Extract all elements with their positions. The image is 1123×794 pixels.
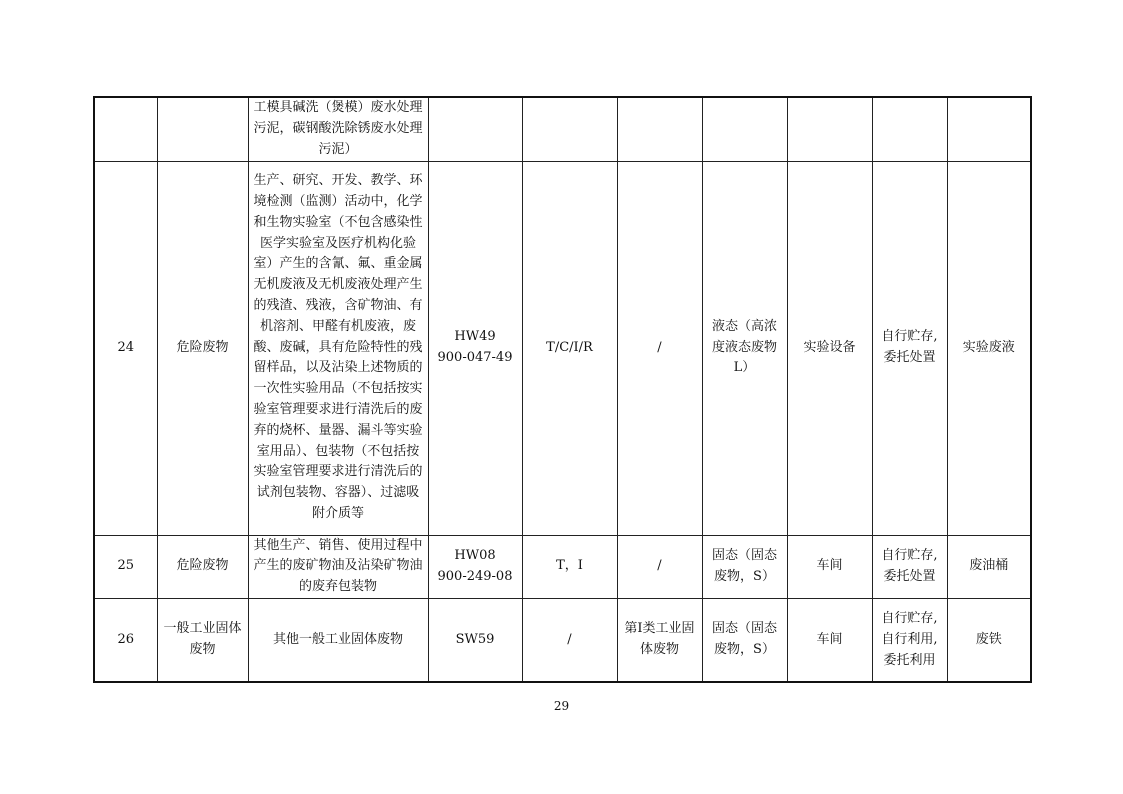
waste-source: 其他生产、销售、使用过程中产生的废矿物油及沾染矿物油的废弃包装物 <box>248 535 428 598</box>
waste-class: / <box>617 161 702 535</box>
waste-category <box>157 97 248 161</box>
waste-code <box>428 535 522 598</box>
waste-code-line1: HW49 <box>454 329 496 345</box>
page-number: 29 <box>553 699 570 713</box>
row-number: 26 <box>94 598 157 682</box>
waste-code: SW59 <box>428 598 522 682</box>
waste-source: 其他一般工业固体废物 <box>248 598 428 682</box>
disposal-method <box>872 97 947 161</box>
waste-code-line2: 900-047-49 <box>437 350 513 365</box>
waste-class: / <box>617 535 702 598</box>
waste-code <box>428 97 522 161</box>
generation-location: 实验设备 <box>787 161 872 535</box>
physical-form: 液态（高浓度液态废物L） <box>702 161 787 535</box>
generation-location: 车间 <box>787 535 872 598</box>
physical-form <box>702 97 787 161</box>
generation-location <box>787 97 872 161</box>
row-number: 24 <box>94 161 157 535</box>
hazard-property: T/C/I/R <box>522 161 617 535</box>
waste-name: 实验废液 <box>947 161 1031 535</box>
waste-class <box>617 97 702 161</box>
disposal-method: 自行贮存,委托处置 <box>872 535 947 598</box>
waste-table <box>93 96 1032 683</box>
waste-code <box>428 161 522 535</box>
waste-name <box>947 97 1031 161</box>
waste-name: 废油桶 <box>947 535 1031 598</box>
waste-code-line1: HW08 <box>454 547 496 563</box>
row-number: 25 <box>94 535 157 598</box>
table-row <box>94 598 1031 682</box>
waste-category: 危险废物 <box>157 535 248 598</box>
physical-form: 固态（固态废物，S） <box>702 598 787 682</box>
generation-location: 车间 <box>787 598 872 682</box>
disposal-method: 自行贮存,委托处置 <box>872 161 947 535</box>
table-row <box>94 161 1031 535</box>
hazard-property <box>522 97 617 161</box>
table-row <box>94 535 1031 598</box>
table-row <box>94 97 1031 161</box>
waste-category: 危险废物 <box>157 161 248 535</box>
waste-class: 第Ⅰ类工业固体废物 <box>617 598 702 682</box>
waste-name: 废铁 <box>947 598 1031 682</box>
hazard-property: T，I <box>522 535 617 598</box>
row-number <box>94 97 157 161</box>
waste-source: 生产、研究、开发、教学、环境检测（监测）活动中，化学和生物实验室（不包含感染性医学实验室及医疗机构化验室）产生的含氰、氟、重金属无机废液及无机废液处理产生的残渣、残液，含矿物油、有机溶剂、甲醛有机废液，废酸、废碱，具有危险特性的残留样品，以及沾染上述物质的一次性实验用品（不包括按实验室管理要求进行清洗后的废弃的烧杯、量器、漏斗等实验室用品）、包装物（不包括按实验室管理要求进行清洗后的试剂包装物、容器）、过滤吸附介质等 <box>248 161 428 535</box>
waste-code-line2: 900-249-08 <box>437 568 513 584</box>
waste-source: 工模具碱洗（煲模）废水处理污泥，碳钢酸洗除锈废水处理污泥） <box>248 97 428 161</box>
disposal-method: 自行贮存,自行利用,委托利用 <box>872 598 947 682</box>
physical-form: 固态（固态废物，S） <box>702 535 787 598</box>
hazard-property: / <box>522 598 617 682</box>
waste-category: 一般工业固体废物 <box>157 598 248 682</box>
